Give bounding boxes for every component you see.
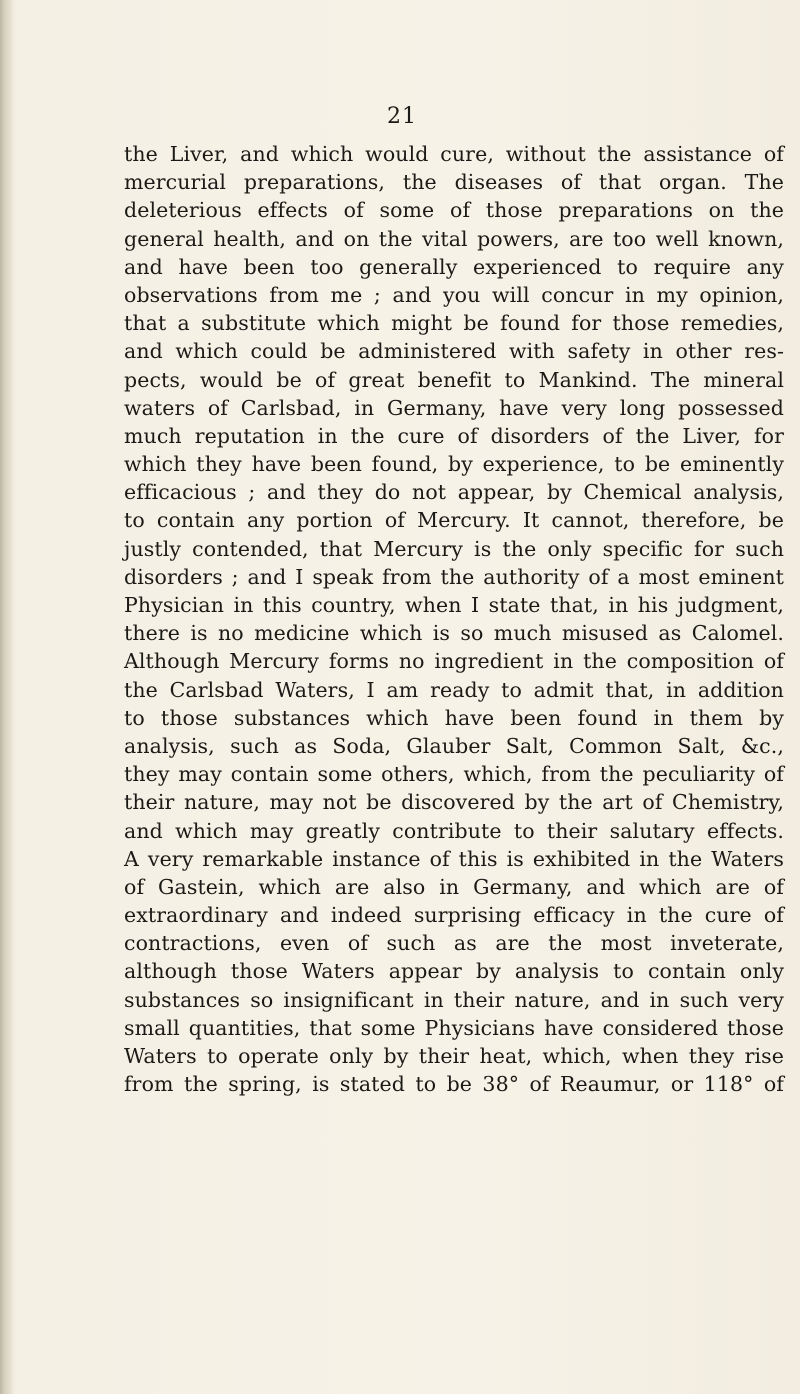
text-line: Physician in this country, when I state that, in his judgment,: [124, 593, 784, 617]
text-line: A very remarkable instance of this is exhibited in the Waters: [124, 846, 784, 871]
text-line: which they have been found, by experience, to be eminently: [124, 452, 784, 477]
text-line: and which could be administered with safety in other res-: [124, 339, 784, 364]
text-line: small quantities, that some Physicians have considered those: [124, 1015, 784, 1040]
text-line: analysis, such as Soda, Glauber Salt, Common Salt, &c.,: [124, 733, 784, 758]
binding-gutter: [0, 0, 14, 1394]
text-line: contractions, even of such as are the most inveterate,: [124, 931, 784, 956]
text-line: disorders ; and I speak from the authority of a most eminent: [124, 564, 784, 589]
text-line: justly contended, that Mercury is the only specific for such: [124, 536, 784, 561]
text-line: their nature, may not be discovered by the art of Chemistry,: [124, 790, 784, 815]
text-line: substances so insignificant in their nature, and in such very: [124, 987, 784, 1012]
text-line: waters of Carlsbad, in Germany, have very long possessed: [124, 395, 784, 420]
body-text: [124, 140, 784, 1098]
text-line: much reputation in the cure of disorders of the Liver, for: [124, 423, 784, 448]
text-line: there is no medicine which is so much misused as Calomel.: [124, 621, 784, 646]
text-line: pects, would be of great benefit to Mankind. The mineral: [124, 367, 784, 392]
page-number: 21: [387, 104, 417, 129]
text-line: observations from me ; and you will concur in my opinion,: [124, 282, 784, 307]
text-line: Waters to operate only by their heat, which, when they rise: [124, 1044, 784, 1068]
text-line: of Gastein, which are also in Germany, and which are of: [124, 874, 784, 899]
text-line: from the spring, is stated to be 38° of Reaumur, or 118° of: [124, 1072, 784, 1097]
text-line: and which may greatly contribute to their salutary effects.: [124, 818, 784, 843]
text-line: efficacious ; and they do not appear, by Chemical analysis,: [124, 480, 784, 505]
text-line: although those Waters appear by analysis to contain only: [124, 959, 784, 984]
text-line: mercurial preparations, the diseases of that organ. The: [124, 170, 784, 195]
text-line: to contain any portion of Mercury. It cannot, therefore, be: [124, 508, 784, 533]
text-line: general health, and on the vital powers, are too well known,: [124, 226, 784, 251]
text-line: the Carlsbad Waters, I am ready to admit that, in addition: [124, 677, 784, 702]
text-line: Although Mercury forms no ingredient in the composition of: [124, 649, 784, 674]
text-line: the Liver, and which would cure, without the assistance of: [124, 142, 784, 166]
text-line: that a substitute which might be found for those remedies,: [124, 311, 784, 336]
text-line: deleterious effects of some of those preparations on the: [124, 198, 784, 223]
text-line: they may contain some others, which, from the peculiarity of: [124, 762, 784, 787]
text-line: and have been too generally experienced to require any: [124, 254, 784, 279]
text-line: extraordinary and indeed surprising efficacy in the cure of: [124, 903, 784, 928]
text-line: to those substances which have been found in them by: [124, 705, 784, 730]
